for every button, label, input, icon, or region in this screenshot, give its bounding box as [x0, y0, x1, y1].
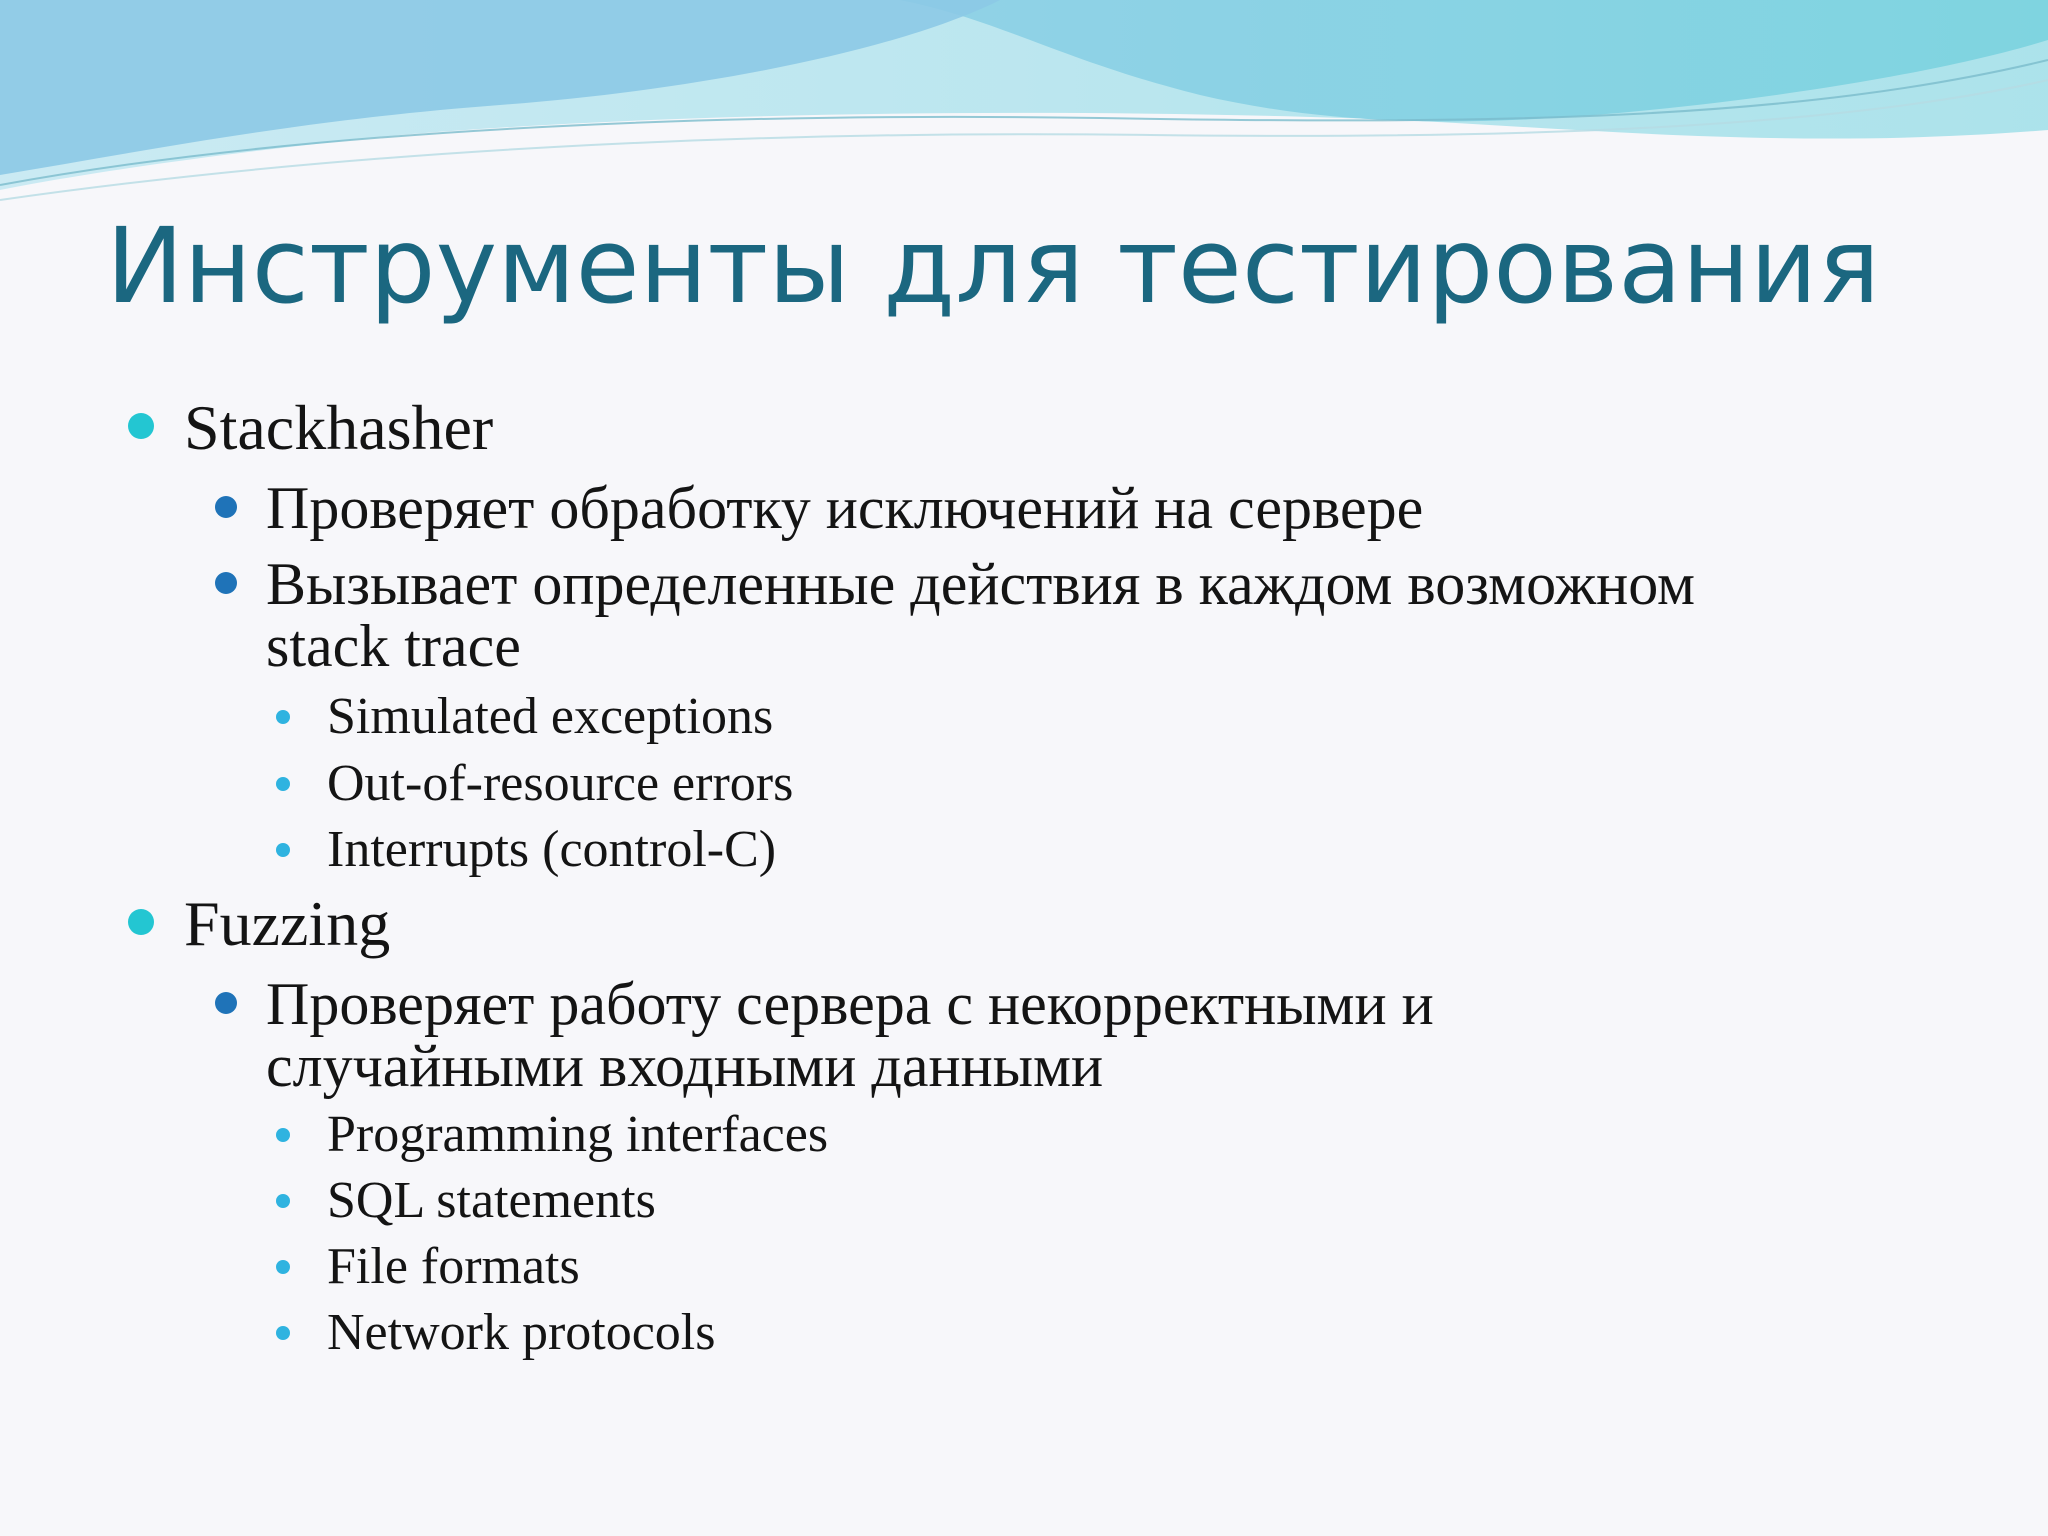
bullet-subitem: Simulated exceptions [327, 688, 774, 745]
bullet-item: Вызывает определенные действия в каждом возможном [266, 551, 1696, 617]
bullet-dot [215, 496, 237, 518]
bullet-dot [276, 710, 290, 724]
bullet-dot [276, 1326, 290, 1340]
bullet-item: Проверяет обработку исключений на сервере [266, 475, 1424, 541]
bullet-stackhasher: Stackhasher [184, 392, 494, 463]
bullet-subitem: SQL statements [327, 1172, 656, 1229]
bullet-dot [276, 843, 290, 857]
bullet-dot [276, 1128, 290, 1142]
bullet-subitem: Programming interfaces [327, 1106, 829, 1163]
bullet-dot [276, 1260, 290, 1274]
bullet-dot [215, 992, 237, 1014]
bullet-fuzzing: Fuzzing [184, 888, 391, 959]
bullet-subitem: Out-of-resource errors [327, 755, 794, 812]
bullet-subitem: Network protocols [327, 1304, 716, 1361]
slide-title: Инструменты для тестирования [106, 205, 1881, 327]
bullet-subitem: File formats [327, 1238, 580, 1295]
bullet-item: Проверяет работу сервера с некорректными и [266, 971, 1434, 1037]
bullet-dot [215, 572, 237, 594]
bullet-item-continuation: stack trace [266, 613, 521, 679]
bullet-subitem: Interrupts (control-C) [327, 821, 777, 878]
bullet-item-continuation: случайными входными данными [266, 1033, 1104, 1099]
bullet-dot [276, 1194, 290, 1208]
bullet-dot [128, 909, 154, 935]
bullet-dot [276, 777, 290, 791]
bullet-dot [128, 413, 154, 439]
